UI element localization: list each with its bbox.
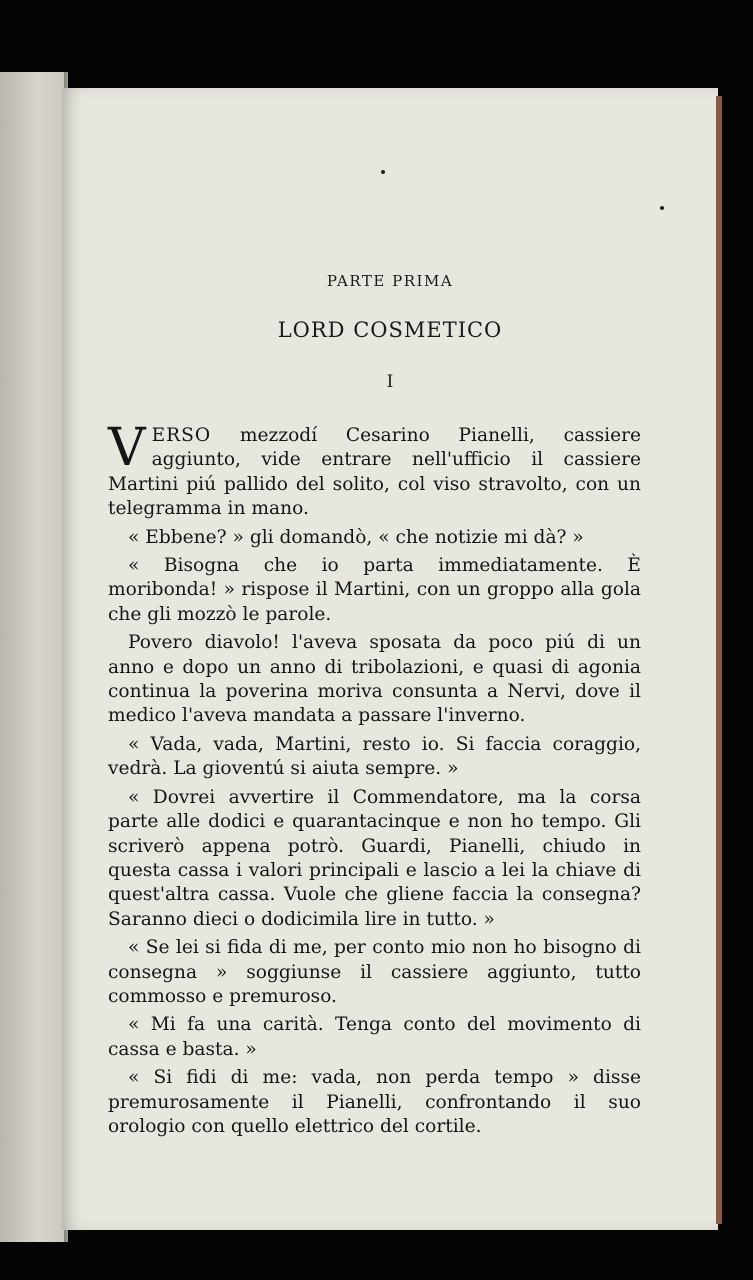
paragraph: « Se lei si fida di me, per conto mio non ho bisogno di consegna » soggiunse il cassiere aggiunto, tutto commosso e premuroso. <box>108 937 641 1007</box>
paragraph: « Mi fa una carità. Tenga conto del movimento di cassa e basta. » <box>108 1014 641 1060</box>
chapter-title: LORD COSMETICO <box>277 318 503 342</box>
paragraph: « Dovrei avvertire il Commendatore, ma la corsa parte alle dodici e quarantacinque e non ho tempo. Gli scriverò appena potrò. Guardi, Pianelli, chiudo in questa cassa i valori principali e lascio a lei la chiave di quest'altra cassa. Vuole che gliene faccia la consegna? Saranno dieci o dodicimila lire in tutto. » <box>108 786 641 930</box>
left-page-edge <box>0 72 68 1242</box>
paragraph: « Si fidi di me: vada, non perda tempo » disse premurosamente il Pianelli, confrontando il suo orologio con quello elettrico del cortile. <box>108 1067 641 1137</box>
body-text <box>108 418 641 1143</box>
page-speck <box>660 206 664 210</box>
drop-cap: V <box>108 418 146 478</box>
paragraph: « Bisogna che io parta immediatamente. È moribonda! » rispose il Martini, con un groppo alla gola che gli mozzò le parole. <box>108 555 641 625</box>
paragraph: « Vada, vada, Martini, resto io. Si faccia coraggio, vedrà. La gioventú si aiuta sempre. » <box>108 733 641 780</box>
paragraph-text: mezzodí Cesarino Pianelli, cassiere aggiunto, vide entrare nell'ufficio il cassiere Martini piú pallido del solito, col viso stravolto, con un telegramma in mano. <box>108 425 641 520</box>
part-label: PARTE PRIMA <box>326 272 454 290</box>
page-speck <box>381 170 385 174</box>
chapter-number: I <box>386 372 394 392</box>
paragraph: Povero diavolo! l'aveva sposata da poco piú di un anno e dopo un anno di tribolazioni, e quasi di agonia continua la poverina moriva consunta a Nervi, dove il medico l'aveva mandata a passare l'inverno. <box>108 632 641 727</box>
paragraph: « Ebbene? » gli domandò, « che notizie mi dà? » <box>128 526 584 548</box>
page-edge <box>716 96 722 1224</box>
first-word: ERSO <box>151 425 212 446</box>
paragraph <box>108 418 641 522</box>
